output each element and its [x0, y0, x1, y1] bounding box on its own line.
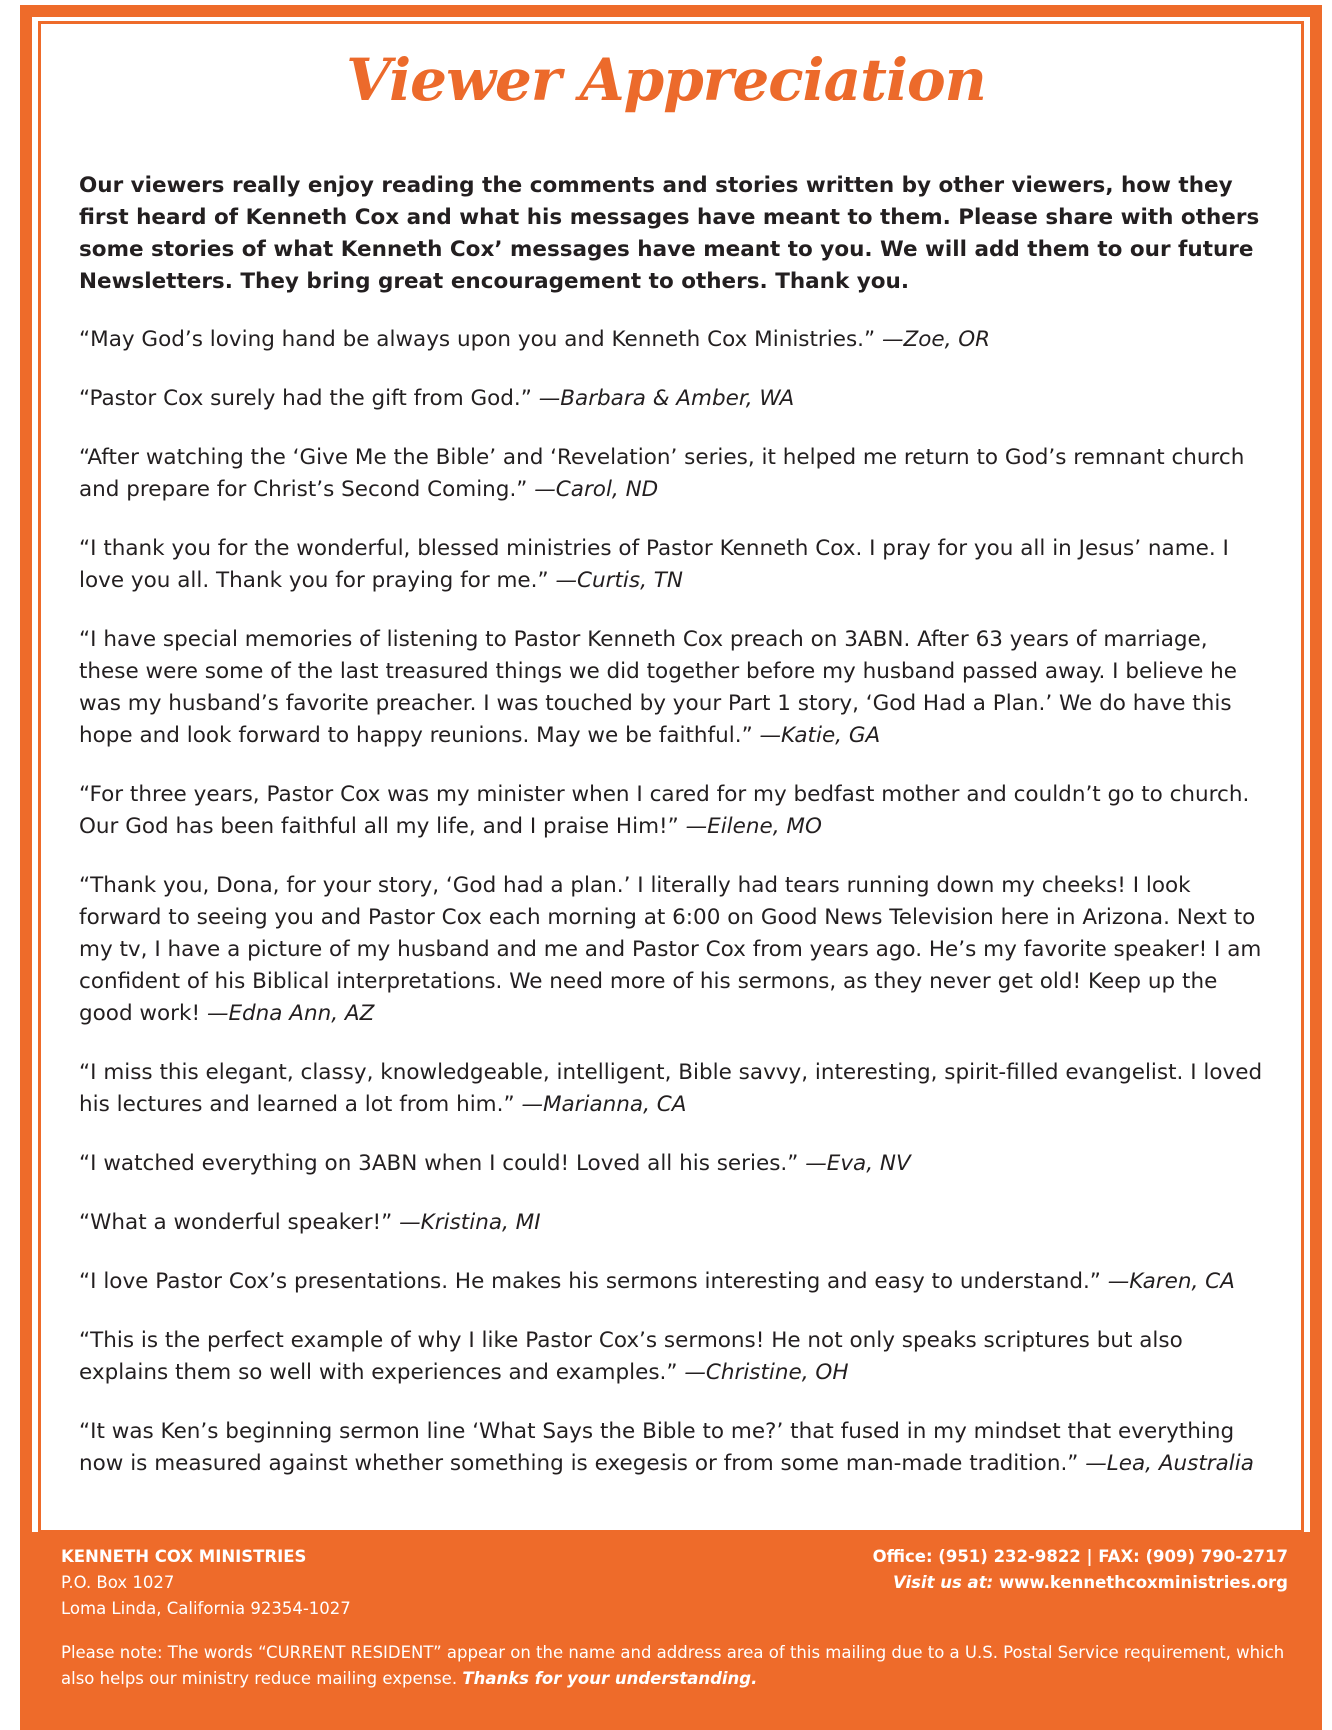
- website-link[interactable]: www.kennethcoxministries.org: [998, 1573, 1288, 1592]
- quote-author: —Christine, OH: [684, 1360, 849, 1385]
- quote-item: [79, 1207, 1269, 1239]
- quote-item: [79, 324, 1269, 356]
- quote-text: “May God’s loving hand be always upon you and Kenneth Cox Ministries.”: [79, 327, 876, 352]
- quote-author: —Eva, NV: [805, 1151, 911, 1176]
- org-name: KENNETH COX MINISTRIES: [61, 1547, 307, 1566]
- quote-text: “This is the perfect example of why I like Pastor Cox’s sermons! He not only speaks scriptures but also explains them so well with experiences and examples.”: [79, 1328, 1183, 1385]
- page-title: Viewer Appreciation: [346, 46, 986, 114]
- address-line-1: P.O. Box 1027: [61, 1573, 175, 1592]
- quote-text: “I love Pastor Cox’s presentations. He makes his sermons interesting and easy to understand.”: [79, 1269, 1101, 1294]
- postal-note-text: Please note: The words “CURRENT RESIDENT” appear on the name and address area of this mailing due to a U.S. Postal Service requirement, which also helps our ministry reduce mailing expense.: [61, 1643, 1285, 1688]
- quote-item: [79, 533, 1269, 597]
- quote-text: “I have special memories of listening to Pastor Kenneth Cox preach on 3ABN. After 63 years of marriage, these were some of the last treasured things we did together before my husband passed away. I believe he was my husband’s favorite preacher. I was touched by your Part 1 story, ‘God Had a Plan.’ We do have this hope and look forward to happy reunions. May we be faithful.”: [79, 627, 1238, 748]
- quote-author: —Karen, CA: [1107, 1269, 1235, 1294]
- quote-text: “It was Ken’s beginning sermon line ‘What Says the Bible to me?’ that fused in my mindset that everything now is measured against whether something is exegesis or from some man-made tradition.”: [79, 1419, 1235, 1476]
- quote-item: [79, 383, 1269, 415]
- intro-paragraph: Our viewers really enjoy reading the comments and stories written by other viewers, how they first heard of Kenneth Cox and what his messages have meant to them. Please share with others some stories of what Kenneth Cox’ messages have meant to you. We will add them to our future Newsletters. They bring great encouragement to others. Thank you.: [79, 173, 1260, 294]
- postal-note-thanks: Thanks for your understanding.: [462, 1669, 758, 1688]
- quote-text: “Thank you, Dona, for your story, ‘God had a plan.’ I literally had tears running down my cheeks! I look forward to seeing you and Pastor Cox each morning at 6:00 on Good News Television here in Arizona. Next to my tv, I have a picture of my husband and me and Pastor Cox from years ago. He’s my favorite speaker! I am confident of his Biblical interpretations. We need more of his sermons, as they never get old! Keep up the good work!: [79, 873, 1262, 1026]
- quote-author: —Lea, Australia: [1085, 1451, 1254, 1476]
- quote-author: —Kristina, MI: [399, 1210, 541, 1235]
- quote-item: [79, 1266, 1269, 1298]
- quote-author: —Katie, GA: [759, 723, 881, 748]
- quote-text: “I miss this elegant, classy, knowledgeable, intelligent, Bible savvy, interesting, spirit-filled evangelist. I loved his lectures and learned a lot from him.”: [79, 1060, 1263, 1117]
- quote-item: [79, 1148, 1269, 1180]
- quote-item: [79, 779, 1269, 843]
- quote-item: [79, 624, 1269, 752]
- quote-author: —Marianna, CA: [521, 1092, 687, 1117]
- quote-item: [79, 1325, 1269, 1389]
- quote-text: “I watched everything on 3ABN when I could! Loved all his series.”: [79, 1151, 799, 1176]
- quote-text: “Pastor Cox surely had the gift from God.”: [79, 386, 532, 411]
- website-line: [873, 1570, 1288, 1596]
- quote-author: —Carol, ND: [534, 477, 659, 502]
- footer-band: [20, 1532, 1322, 1730]
- phone-fax: Office: (951) 232-9822 | FAX: (909) 790-2717: [872, 1547, 1288, 1566]
- quote-author: —Edna Ann, AZ: [206, 1001, 375, 1026]
- footer-address: [61, 1544, 351, 1622]
- quote-text: “I thank you for the wonderful, blessed ministries of Pastor Kenneth Cox. I pray for you all in Jesus’ name. I love you all. Thank you for praying for me.”: [79, 536, 1229, 593]
- footer-contact: [873, 1544, 1288, 1596]
- quote-text: “What a wonderful speaker!”: [79, 1210, 393, 1235]
- quote-text: “For three years, Pastor Cox was my minister when I cared for my bedfast mother and couldn’t go to church. Our God has been faithful all my life, and I praise Him!”: [79, 782, 1250, 839]
- quote-text: “After watching the ‘Give Me the Bible’ and ‘Revelation’ series, it helped me return to God’s remnant church and prepare for Christ’s Second Coming.”: [79, 445, 1245, 502]
- quote-list: [79, 324, 1269, 1507]
- quote-author: —Curtis, TN: [555, 568, 683, 593]
- quote-author: —Eilene, MO: [685, 814, 822, 839]
- address-line-2: Loma Linda, California 92354-1027: [61, 1599, 351, 1618]
- visit-label: Visit us at:: [893, 1573, 994, 1592]
- quote-item: [79, 1057, 1269, 1121]
- quote-item: [79, 1416, 1269, 1480]
- quote-item: [79, 442, 1269, 506]
- postal-note: [61, 1640, 1291, 1692]
- quote-author: —Zoe, OR: [881, 327, 991, 352]
- quote-author: —Barbara & Amber, WA: [538, 386, 795, 411]
- quote-item: [79, 870, 1269, 1030]
